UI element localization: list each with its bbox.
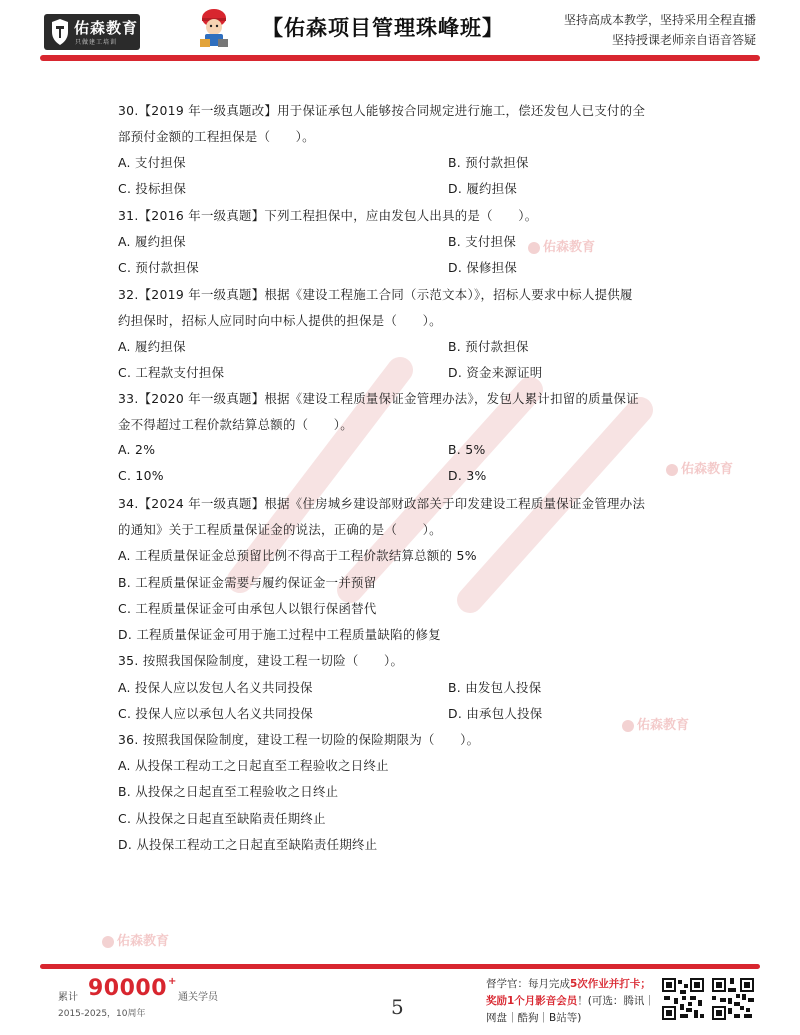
footer-stat-number: 90000: [88, 976, 168, 1001]
question-31-option-c: C. 预付款担保: [118, 260, 199, 275]
watermark-logo: 佑森教育: [622, 714, 689, 733]
question-35-option-b: B. 由发包人投保: [448, 680, 542, 695]
question-34-option-d: D. 工程质量保证金可用于施工过程中工程质量缺陷的修复: [118, 627, 441, 642]
question-32-stem: 32.【2019 年一级真题】根据《建设工程施工合同（示范文本）》，招标人要求中标人提供履: [118, 287, 633, 302]
question-30-stem-cont: 部预付金额的工程担保是（ ）。: [118, 129, 315, 144]
footer-promo-line-1: 督学官：每月完成5次作业并打卡；: [486, 978, 651, 990]
question-36-option-b: B. 从投保之日起直至工程验收之日终止: [118, 784, 339, 799]
question-32-option-c: C. 工程款支付担保: [118, 365, 225, 380]
logo-subtext: 只做建工培训: [75, 39, 118, 46]
question-34-option-b: B. 工程质量保证金需要与履约保证金一并预留: [118, 575, 377, 590]
footer-stat-plus: +: [168, 976, 177, 987]
header-title: 【佑森项目管理珠峰班】: [262, 16, 504, 40]
header-slogan-1: 坚持高成本教学，坚持采用全程直播: [563, 13, 756, 27]
footer-promo-line-3: 网盘｜酷狗｜B站等): [486, 1012, 582, 1024]
question-33-option-d: D. 3%: [448, 468, 487, 483]
question-34-option-a: A. 工程质量保证金总预留比例不得高于工程价款结算总额的 5%: [118, 548, 477, 563]
page-number: 5: [391, 995, 404, 1019]
question-35-stem: 35. 按照我国保险制度，建设工程一切险（ ）。: [118, 653, 404, 668]
question-30-option-a: A. 支付担保: [118, 155, 186, 170]
footer-stat-prefix: 累计: [58, 992, 78, 1003]
footer-divider: [40, 964, 760, 969]
question-35-option-a: A. 投保人应以发包人名义共同投保: [118, 680, 313, 695]
question-33-stem-cont: 金不得超过工程价款结算总额的（ ）。: [118, 417, 353, 432]
watermark-logo: 佑森教育: [666, 458, 733, 477]
question-33-option-b: B. 5%: [448, 442, 486, 457]
question-36-stem: 36. 按照我国保险制度，建设工程一切险的保险期限为（ ）。: [118, 732, 480, 747]
question-32-option-b: B. 预付款担保: [448, 339, 529, 354]
question-30-option-d: D. 履约担保: [448, 181, 518, 196]
question-32-stem-cont: 约担保时，招标人应同时向中标人提供的担保是（ ）。: [118, 313, 442, 328]
question-30-option-b: B. 预付款担保: [448, 155, 529, 170]
question-35-option-c: C. 投保人应以承包人名义共同投保: [118, 706, 314, 721]
question-33-option-a: A. 2%: [118, 442, 156, 457]
question-32-option-d: D. 资金来源证明: [448, 365, 543, 380]
question-32-option-a: A. 履约担保: [118, 339, 186, 354]
question-36-option-d: D. 从投保工程动工之日起直至缺陷责任期终止: [118, 837, 378, 852]
question-31-option-a: A. 履约担保: [118, 234, 186, 249]
question-34-stem-cont: 的通知》关于工程质量保证金的说法，正确的是（ ）。: [118, 522, 442, 537]
question-35-option-d: D. 由承包人投保: [448, 706, 543, 721]
question-30-option-c: C. 投标担保: [118, 181, 187, 196]
question-33-option-c: C. 10%: [118, 468, 164, 483]
question-31-stem: 31.【2016 年一级真题】下列工程担保中，应由发包人出具的是（ ）。: [118, 208, 538, 223]
question-30-stem: 30.【2019 年一级真题改】用于保证承包人能够按合同规定进行施工，偿还发包人已支付的全: [118, 103, 646, 118]
question-33-stem: 33.【2020 年一级真题】根据《建设工程质量保证金管理办法》，发包人累计扣留的质量保证: [118, 391, 639, 406]
question-31-option-d: D. 保修担保: [448, 260, 518, 275]
question-36-option-a: A. 从投保工程动工之日起直至工程验收之日终止: [118, 758, 389, 773]
watermark-logo: 佑森教育: [528, 236, 595, 255]
question-36-option-c: C. 从投保之日起直至缺陷责任期终止: [118, 811, 326, 826]
qr-code-icon: [712, 978, 754, 1020]
question-31-option-b: B. 支付担保: [448, 234, 517, 249]
header-slogan-2: 坚持授课老师亲自语音答疑: [611, 33, 756, 47]
logo-text: 佑森教育: [74, 19, 139, 37]
question-34-stem: 34.【2024 年一级真题】根据《住房城乡建设部财政部关于印发建设工程质量保证金管理办法: [118, 496, 646, 511]
question-34-option-c: C. 工程质量保证金可由承包人以银行保函替代: [118, 601, 377, 616]
footer-promo-line-2: 奖励1个月影音会员！(可选：腾讯｜: [486, 995, 655, 1007]
watermark-logo: 佑森教育: [102, 930, 169, 949]
footer-stat-suffix: 通关学员: [178, 992, 218, 1003]
footer-years: 2015-2025，10周年: [58, 1009, 146, 1019]
qr-code-icon: [662, 978, 704, 1020]
